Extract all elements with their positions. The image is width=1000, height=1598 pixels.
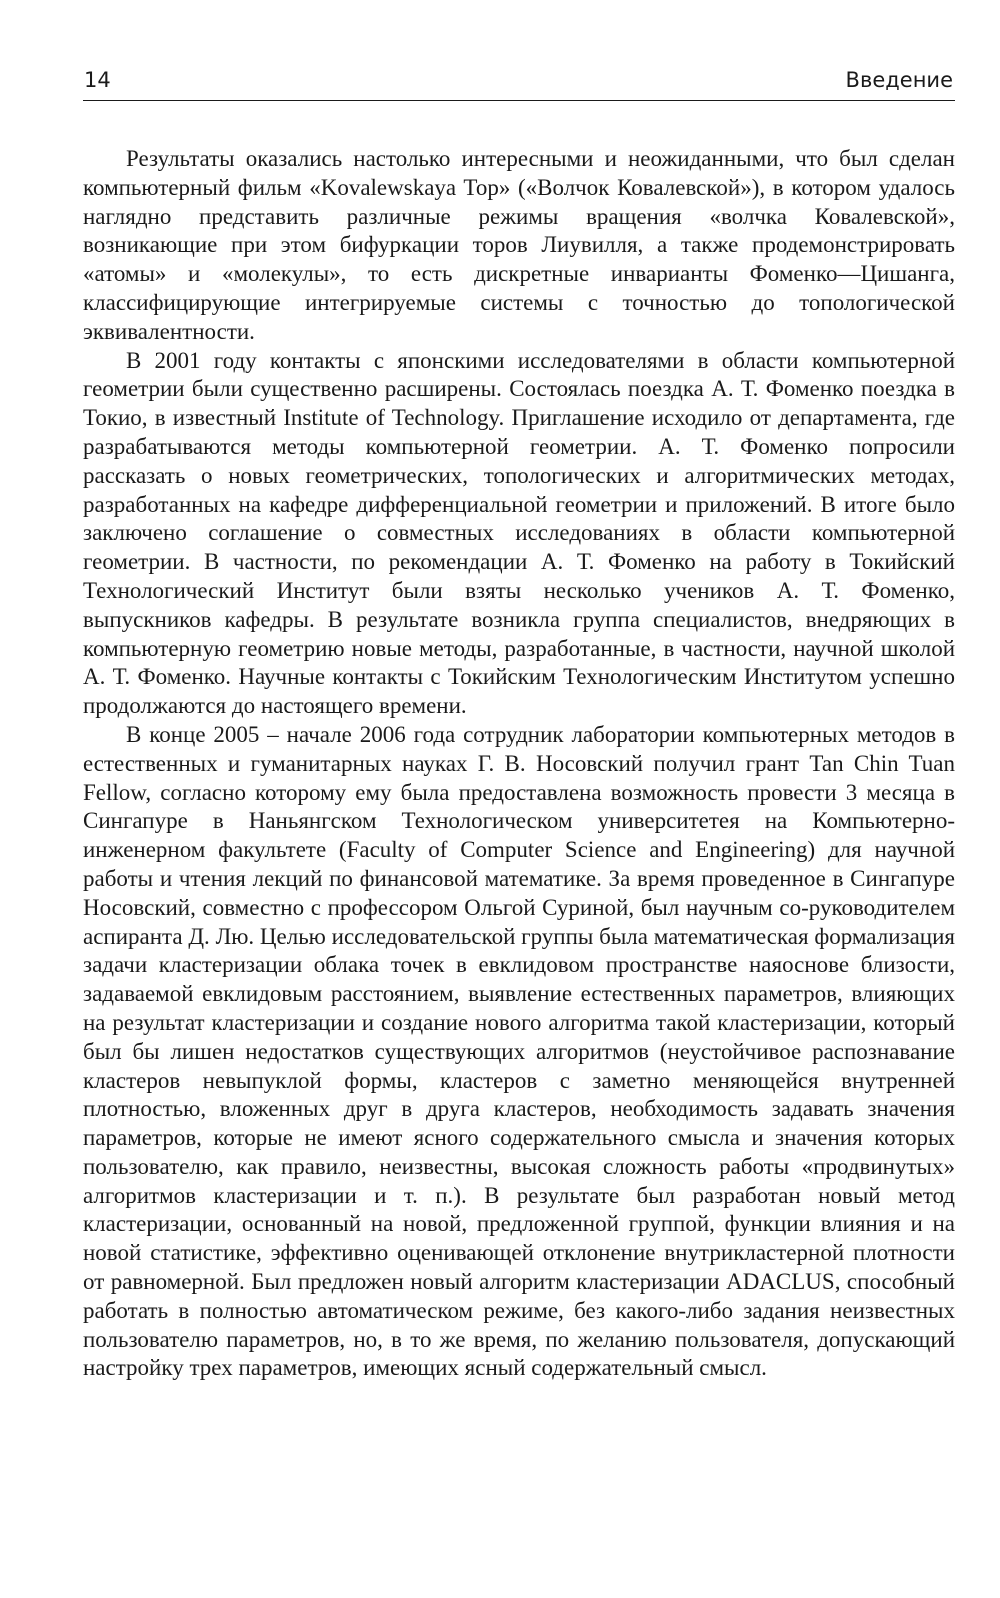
- page-number: 14: [84, 68, 111, 92]
- paragraph: В конце 2005 – начале 2006 года сотрудник лаборатории компьютерных методов в естественных и гуманитарных науках Г. В. Носовский получил грант Tan Chin Tuan Fellow, согласно которому ему была предоставлена возможность провести 3 месяца в Сингапуре в Наньянгском Технологическом университетея на Компьютерно-инженерном факультете (Faculty of Computer Science and Engineering) для научной работы и чтения лекций по финансовой математике. За время проведенное в Сингапуре Носовский, совместно с профессором Ольгой Суриной, был научным со-руководителем аспиранта Д. Лю. Целью исследовательской группы была математическая формализация задачи кластеризации облака точек в евклидовом пространстве наяоснове близости, задаваемой евклидовым расстоянием, выявление естественных параметров, влияющих на результат кластеризации и создание нового алгоритма такой кластеризации, который был бы лишен недостатков существующих алгоритмов (неустойчивое распознавание кластеров невыпуклой формы, кластеров с заметно меняющейся внутренней плотностью, вложенных друг в друга кластеров, необходимость задавать значения параметров, которые не имеют ясного содержательного смысла и значения которых пользователю, как правило, неизвестны, высокая сложность работы «продвинутых» алгоритмов кластеризации и т. п.). В результате был разработан новый метод кластеризации, основанный на новой, предложенной группой, функции влияния и на новой статистике, эффективно оценивающей отклонение внутрикластерной плотности от равномерной. Был предложен новый алгоритм кластеризации ADACLUS, способный работать в полностью автоматическом режиме, без какого-либо задания неизвестных пользователю параметров, но, в то же время, по желанию пользователя, допускающий настройку трех параметров, имеющих ясный содержательный смысл.: [83, 721, 955, 1381]
- paragraph: В 2001 году контакты с японскими исследователями в области компьютерной геометрии были существенно расширены. Состоялась поездка А. Т. Фоменко поездка в Токио, в известный Institute of Technology. Приглашение исходило от департамента, где разрабатываются методы компьютерной геометрии. А. Т. Фоменко попросили рассказать о новых геометрических, топологических и алгоритмических методах, разработанных на кафедре дифференциальной геометрии и приложений. В итоге было заключено соглашение о совместных исследованиях в области компьютерной геометрии. В частности, по рекомендации А. Т. Фоменко на работу в Токийский Технологический Институт были взяты несколько учеников А. Т. Фоменко, выпускников кафедры. В результате возникла группа специалистов, внедряющих в компьютерную геометрию новые методы, разработанные, в частности, научной школой А. Т. Фоменко. Научные контакты с Токийским Технологическим Институтом успешно продолжаются до настоящего времени.: [83, 347, 955, 719]
- section-title: Введение: [845, 68, 953, 92]
- paragraph: Результаты оказались настолько интересными и неожиданными, что был сделан компьютерный фильм «Kovalewskaya Top» («Волчок Ковалевской»), в котором удалось наглядно представить различные режимы вращения «волчка Ковалевской», возникающие при этом бифуркации торов Лиувилля, а также продемонстрировать «атомы» и «молекулы», то есть дискретные инварианты Фоменко—Цишанга, классифицирующие интегрируемые системы с точностью до топологической эквивалентности.: [83, 146, 955, 344]
- body-text: [83, 145, 955, 1383]
- running-header: [83, 64, 955, 101]
